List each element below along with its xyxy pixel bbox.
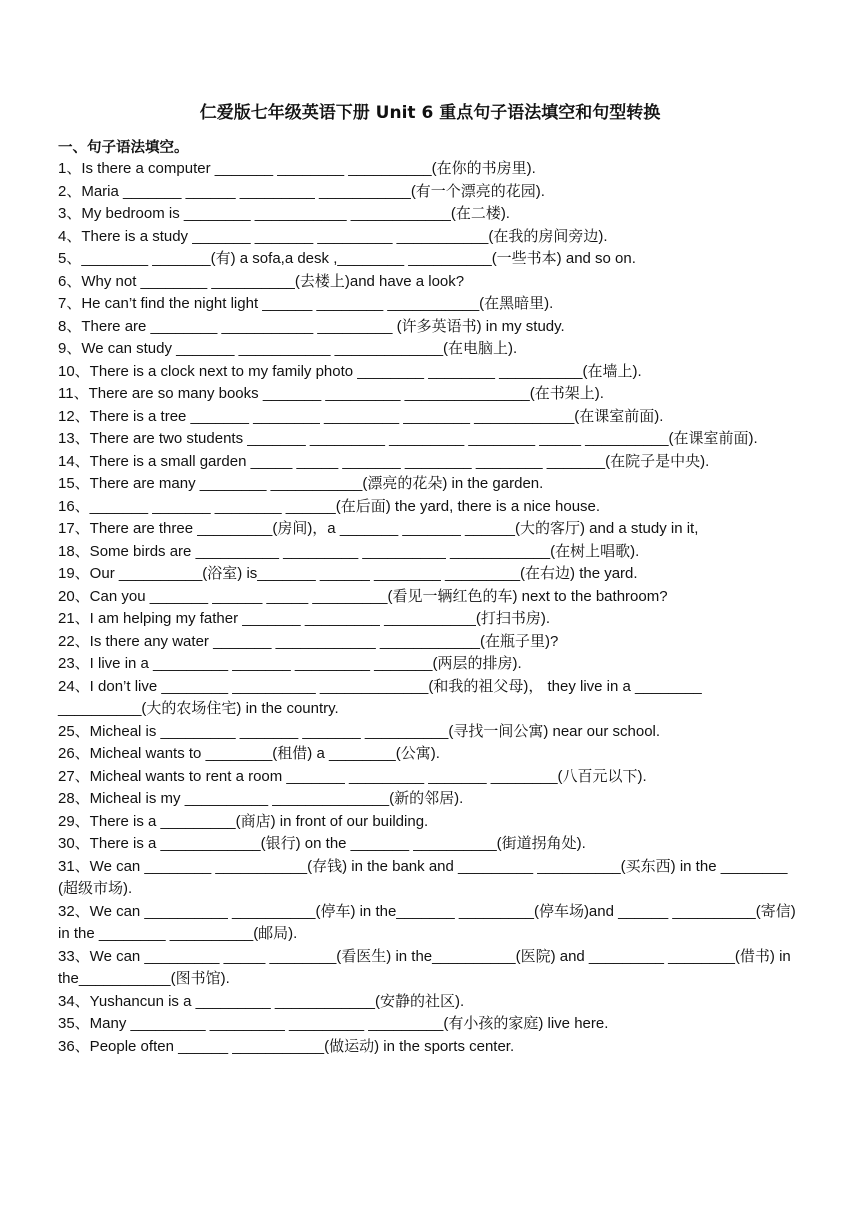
question-item-10: 10、There is a clock next to my family photo ________ ________ __________(在墙上). [58,362,642,380]
question-item-18: 18、Some birds are __________ _________ __________ ____________(在树上唱歌). [58,542,640,560]
question-item-11: 11、There are so many books _______ _________ _______________(在书架上). [58,385,604,402]
question-item-8: 8、There are ________ ___________ _________ (许多英语书) in my study. [58,317,565,335]
question-item-20: 20、Can you _______ ______ _____ _________(看见一辆红色的车) next to the bathroom? [58,587,668,605]
question-item-31: 31、We can ________ ___________(存钱) in the bank and _________ __________(买东西) in the ________ (超级市场). [58,857,788,897]
question-item-28: 28、Micheal is my __________ ______________(新的邻居). [58,790,464,807]
question-item-22: 22、Is there any water _______ ____________ ____________(在瓶子里)? [58,632,559,650]
section-heading: 一、句子语法填空。 [58,140,189,156]
question-item-9: 9、We can study _______ ___________ _____________(在电脑上). [58,340,518,357]
question-item-30: 30、There is a ____________(银行) on the _______ __________(街道拐角处). [58,835,586,852]
question-item-19: 19、Our __________(浴室) is_______ ______ ________ _________(在右边) the yard. [58,565,638,582]
question-item-5: 5、________ _______(有) a sofa,a desk ,________ __________(一些书本) and so on. [58,250,636,267]
question-item-27: 27、Micheal wants to rent a room _______ _________ _______ ________(八百元以下). [58,767,647,785]
question-list [58,158,806,1058]
question-item-15: 15、There are many ________ ___________(漂亮的花朵) in the garden. [58,475,544,492]
question-item-1: 1、Is there a computer _______ ________ __________(在你的书房里). [58,160,536,177]
question-item-12: 12、There is a tree _______ ________ _________ ________ ____________(在课室前面). [58,407,664,425]
question-item-33: 33、We can _________ _____ ________(看医生) in the__________(医院) and _________ ________(借书) in the___________(图书馆). [58,947,791,987]
question-item-35: 35、Many _________ _________ _________ _________(有小孩的家庭) live here. [58,1015,609,1032]
question-item-13: 13、There are two students _______ _________ _________ ________ _____ __________(在课室前面). [58,430,758,447]
question-item-24: 24、I don’t live ________ __________ _____________(和我的祖父母)， they live in a ________ __________(大的农场住宅) in the country. [58,677,702,717]
question-item-25: 25、Micheal is _________ _______ _______ __________(寻找一间公寓) near our school. [58,722,661,740]
question-item-4: 4、There is a study _______ _______ _________ ___________(在我的房间旁边). [58,227,608,245]
question-item-26: 26、Micheal wants to ________(租借) a ________(公寓). [58,745,440,762]
question-item-7: 7、He can’t find the night light ______ ________ ___________(在黑暗里). [58,295,554,312]
question-item-16: 16、_______ _______ ________ ______(在后面) the yard, there is a nice house. [58,497,601,515]
question-item-21: 21、I am helping my father _______ _________ ___________(打扫书房). [58,610,550,627]
question-item-6: 6、Why not ________ __________(去楼上)and have a look? [58,272,465,290]
question-item-32: 32、We can __________ __________(停车) in the_______ _________(停车场)and ______ __________(寄信) in the ________ __________(邮局). [58,902,796,942]
question-item-34: 34、Yushancun is a _________ ____________(安静的社区). [58,992,465,1010]
question-item-17: 17、There are three _________(房间)，a _______ _______ ______(大的客厅) and a study in it, [58,520,699,537]
question-item-3: 3、My bedroom is ________ ___________ ____________(在二楼). [58,205,510,222]
page-title: 仁爱版七年级英语下册 Unit 6 重点句子语法填空和句型转换 [199,103,661,123]
question-item-36: 36、People often ______ ___________(做运动) in the sports center. [58,1037,515,1055]
question-item-14: 14、There is a small garden _____ _____ _______ ________ ________ _______(在院子是中央). [58,452,710,470]
question-item-23: 23、I live in a _________ _______ _________ _______(两层的排房). [58,655,522,672]
question-item-29: 29、There is a _________(商店) in front of our building. [58,812,429,830]
question-item-2: 2、Maria _______ ______ _________ ___________(有一个漂亮的花园). [58,182,545,200]
